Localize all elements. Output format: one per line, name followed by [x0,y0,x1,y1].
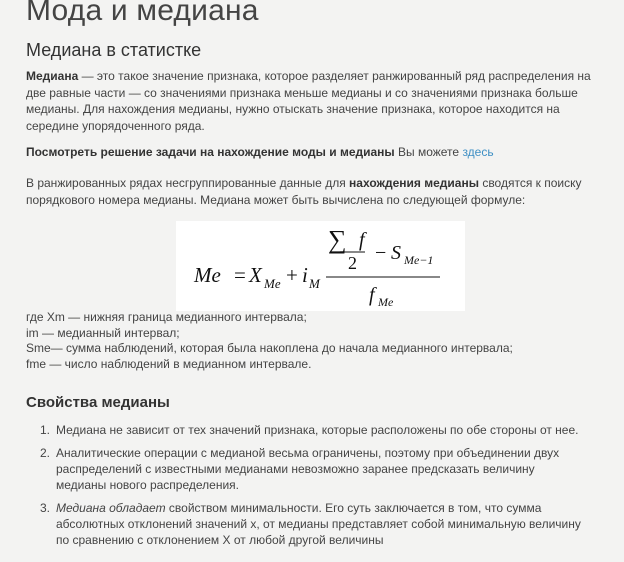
intro-paragraph [26,68,604,134]
list-item [26,500,586,548]
solution-bold: Посмотреть решение задачи на нахождение моды и медианы [26,145,395,159]
formula-i: i [302,263,308,287]
formula-f: f [359,229,365,251]
list-item-text: свойством минимальности. Его суть заключается в том, что сумма абсолютных отклонений значений х, от медианы представляет собой минимальную величину по сравнению с отклонением Х от любой другой величины [56,501,581,547]
definition-line: im — медианный интервал; [26,325,180,340]
definition-line: где Xm — нижняя граница медианного интервала; [26,310,307,324]
formula-fden-sub: Me [378,295,394,309]
solution-text: Вы можете [394,145,463,159]
list-item-italic: Медиана обладает [56,501,166,515]
ranked-text1: В ранжированных рядах несгруппированные данные для [26,176,350,190]
formula-i-sub: M [309,276,320,291]
list-item-text: Аналитические операции с медианой весьма ограничены, поэтому при объединении двух распределений с известными медианами невозможно заранее предсказать величину медианы нового распределения. [56,446,560,492]
formula-s-sub: Me−1 [404,253,434,267]
formula-minus: − [375,242,387,264]
median-formula [176,221,465,311]
properties-heading: Свойства медианы [26,394,170,411]
definition-line: fme — число наблюдений в медианном интервале. [26,356,312,371]
list-item [26,445,586,493]
intro-text: — это такое значение признака, которое разделяет ранжированный ряд распределения на две равные части — со значениями признака меньше медианы и со значениями признака больше медианы. Для нахождения медианы, нужно отыскать значение признака, которое находится на середине упорядоченного ряда. [26,69,591,133]
definition-line: Sme— сумма наблюдений, которая была накоплена до начала медианного интервала; [26,341,513,355]
formula-x-sub: Me [264,276,281,291]
list-item-text: Медиана не зависит от тех значений признака, которые расположены по обе стороны от нее. [56,423,579,437]
formula-s: S [391,242,401,264]
properties-list [26,422,586,555]
list-item-number: 3. [40,501,51,515]
formula-equals: = [234,263,246,287]
section-subtitle: Медиана в статистке [26,40,202,60]
solution-link[interactable]: здесь [462,145,494,159]
list-item-number: 1. [40,423,51,437]
formula-two: 2 [348,253,357,273]
page-title: Мода и медиана [26,0,259,27]
list-item [26,422,586,438]
definitions-list [26,310,513,372]
list-item-number: 2. [40,446,51,460]
ranked-bold: нахождения медианы [349,176,479,190]
formula-plus: + [286,263,298,287]
ranked-paragraph [26,175,604,208]
ranked-text2: сводятся к поиску порядкового номера медианы. Медиана может быть вычислена по следующей формуле: [26,176,582,207]
intro-term: Медиана [26,69,79,83]
solution-paragraph [26,144,604,161]
formula-x: X [249,263,262,287]
formula-fden: f [369,284,375,306]
formula-lhs: Me [194,263,221,287]
formula-sigma: ∑ [328,225,347,254]
